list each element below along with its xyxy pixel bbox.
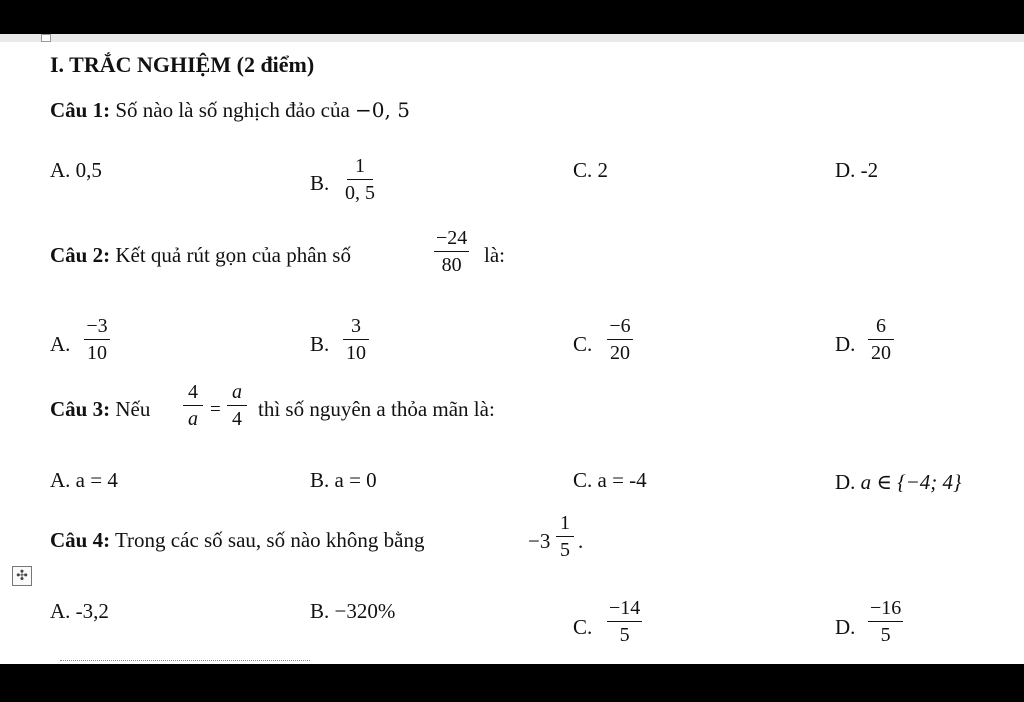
question-3 <box>50 399 150 420</box>
option-value: −320% <box>334 599 396 623</box>
document-page <box>0 34 1024 664</box>
fraction-numerator: 4 <box>183 382 203 406</box>
option-value: a = -4 <box>597 468 647 492</box>
question-1-text: Số nào là số nghịch đảo của <box>115 98 350 122</box>
question-3-text-before: Nếu <box>115 397 151 421</box>
question-4-fraction <box>556 513 574 560</box>
fraction-numerator: −16 <box>868 598 903 622</box>
question-2-label: Câu 2: <box>50 243 111 267</box>
option-value: -3,2 <box>75 599 109 623</box>
question-4-label: Câu 4: <box>50 528 111 552</box>
fraction-denominator: 5 <box>560 539 570 561</box>
question-2-suffix: là: <box>484 243 505 267</box>
q4-option-c-fraction <box>607 598 642 645</box>
option-value: a = 0 <box>334 468 377 492</box>
q1-option-c <box>573 160 608 181</box>
q1-option-b-letter: B. <box>310 171 330 195</box>
option-letter: A. <box>50 599 71 623</box>
cut-off-text-line <box>60 660 310 664</box>
q3-option-b <box>310 470 377 491</box>
fraction-denominator: 0, 5 <box>345 182 375 204</box>
q1-option-b-fraction <box>345 156 375 203</box>
q2-option-a-fraction <box>84 316 110 363</box>
fraction-denominator: 10 <box>346 342 366 364</box>
option-value: -2 <box>860 158 879 182</box>
question-3-text-after: thì số nguyên a thỏa mãn là: <box>258 397 495 421</box>
fraction-numerator: −6 <box>607 316 633 340</box>
option-letter: C. <box>573 158 593 182</box>
q2-option-d-fraction <box>868 316 894 363</box>
q4-option-d-letter: D. <box>835 615 856 639</box>
q3-option-a <box>50 470 118 491</box>
question-4-whole: −3 <box>528 529 551 553</box>
fraction-numerator: a <box>227 382 247 406</box>
question-4 <box>50 530 425 551</box>
fraction-numerator: 3 <box>343 316 369 340</box>
page-top-border <box>0 34 1024 42</box>
option-letter: B. <box>310 599 330 623</box>
q2-option-c-letter: C. <box>573 332 593 356</box>
option-letter: D. <box>835 158 856 182</box>
question-2-text: Kết quả rút gọn của phân số <box>115 243 351 267</box>
option-value: 0,5 <box>75 158 102 182</box>
q2-option-a-letter: A. <box>50 332 71 356</box>
fraction-denominator: a <box>188 408 198 430</box>
q4-option-c-letter: C. <box>573 615 593 639</box>
fraction-denominator: 20 <box>871 342 891 364</box>
fraction-numerator: −3 <box>84 316 110 340</box>
option-letter: D. <box>835 470 856 494</box>
q2-option-b-letter: B. <box>310 332 330 356</box>
question-3-fraction-right <box>227 382 247 429</box>
q4-option-b <box>310 601 395 622</box>
question-4-suffix: . <box>578 529 584 553</box>
fraction-denominator: 20 <box>610 342 630 364</box>
option-letter: A. <box>50 468 71 492</box>
fraction-numerator: −24 <box>434 228 469 252</box>
question-2-fraction <box>434 228 469 275</box>
option-value: 2 <box>597 158 609 182</box>
q3-option-c <box>573 470 647 491</box>
q2-option-b-fraction <box>343 316 369 363</box>
question-3-label: Câu 3: <box>50 397 111 421</box>
equals-sign: = <box>210 399 221 420</box>
q1-option-a <box>50 160 102 181</box>
q4-option-a <box>50 601 109 622</box>
fraction-denominator: 10 <box>87 342 107 364</box>
question-1-label: Câu 1: <box>50 98 111 122</box>
q1-option-d <box>835 160 878 181</box>
option-letter: B. <box>310 468 330 492</box>
question-2 <box>50 245 351 266</box>
q3-option-d <box>835 472 961 493</box>
fraction-numerator: −14 <box>607 598 642 622</box>
fraction-denominator: 5 <box>619 624 630 646</box>
fraction-numerator: 6 <box>868 316 894 340</box>
q2-option-d-letter: D. <box>835 332 856 356</box>
option-value: a ∈ {−4; 4} <box>860 470 962 494</box>
question-1-expr: −0, 5 <box>355 98 410 122</box>
option-letter: C. <box>573 468 593 492</box>
question-4-text: Trong các số sau, số nào không bằng <box>114 528 425 552</box>
fraction-numerator: 1 <box>556 513 574 537</box>
option-letter: A. <box>50 158 71 182</box>
fraction-denominator: 4 <box>232 408 242 430</box>
table-marker <box>41 34 51 42</box>
fraction-denominator: 5 <box>880 624 891 646</box>
question-1 <box>50 100 410 121</box>
move-cross-icon[interactable]: ✣ <box>12 566 32 586</box>
q4-option-d-fraction <box>868 598 903 645</box>
q2-option-c-fraction <box>607 316 633 363</box>
option-value: a = 4 <box>75 468 118 492</box>
fraction-numerator: 1 <box>347 156 373 180</box>
fraction-denominator: 80 <box>441 254 462 276</box>
section-title: I. TRẮC NGHIỆM (2 điểm) <box>50 52 315 77</box>
question-3-fraction-left <box>183 382 203 429</box>
